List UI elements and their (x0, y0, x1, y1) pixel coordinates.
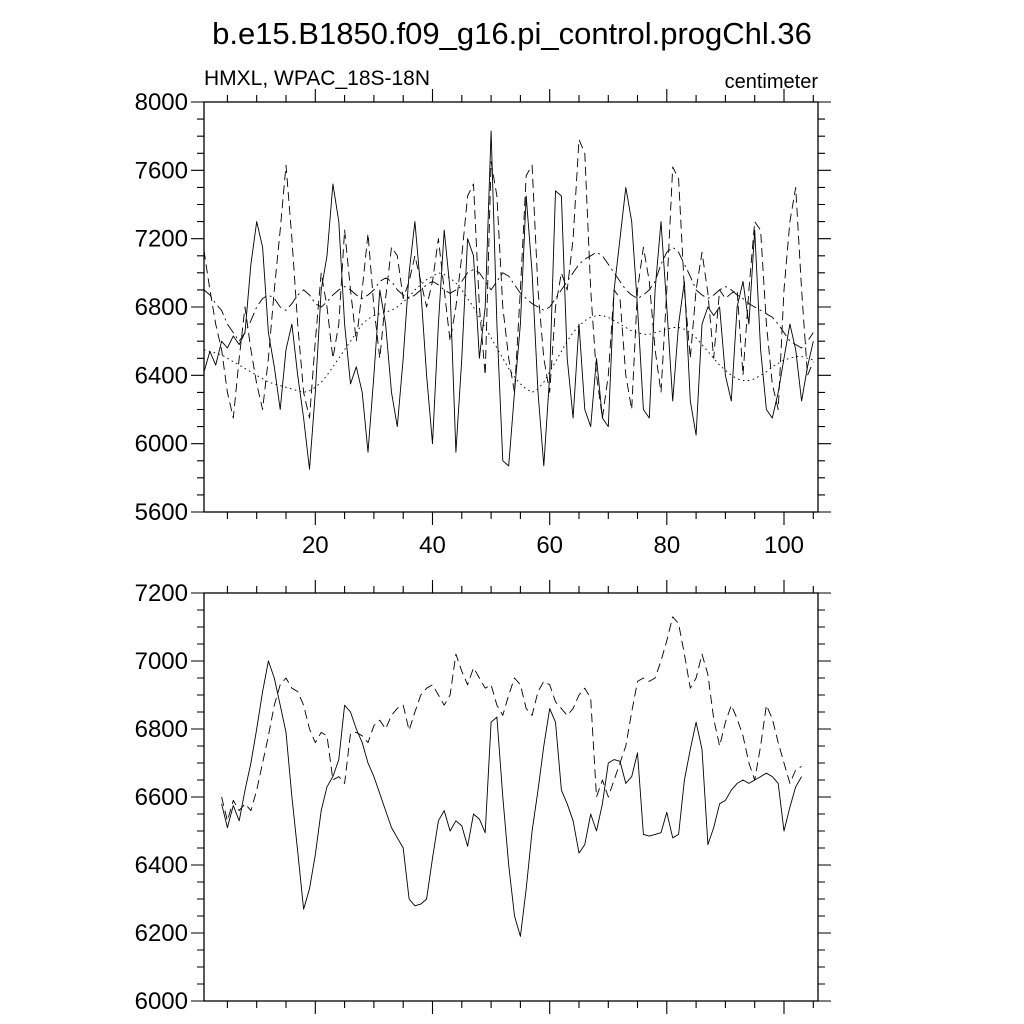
y-tick-label: 6800 (134, 716, 188, 743)
y-tick-label: 6200 (134, 920, 188, 947)
y-tick-label: 6000 (134, 988, 188, 1015)
axis-ticks (191, 580, 831, 1014)
top-panel-plot (135, 89, 831, 559)
x-tick-label: 80 (653, 532, 681, 559)
y-tick-label: 7000 (134, 648, 188, 675)
y-tick-label: 6000 (134, 430, 188, 458)
line-monthly-series-2 (204, 140, 813, 418)
y-tick-label: 7200 (134, 225, 188, 253)
top-panel-units-label: centimeter (724, 71, 818, 93)
y-tick-label: 8000 (134, 89, 188, 116)
plot-box (204, 593, 818, 1001)
y-tick-label: 6400 (134, 362, 188, 390)
x-tick-label: 60 (536, 532, 564, 559)
y-tick-label: 6600 (134, 784, 188, 811)
line-monthly-series-1 (204, 131, 813, 469)
y-tick-label: 7600 (134, 157, 188, 185)
line-running-mean-series-2 (222, 617, 802, 821)
x-tick-label: 20 (301, 532, 329, 559)
y-tick-label: 5600 (134, 499, 188, 526)
top-panel-left-title: HMXL, WPAC_18S-18N (204, 67, 431, 90)
line-running-mean-series-1 (222, 661, 802, 936)
y-tick-label: 7200 (134, 580, 188, 607)
figure-title: b.e15.B1850.f09_g16.pi_control.progChl.36 (212, 16, 812, 51)
y-tick-label: 6800 (134, 294, 188, 321)
y-tick-label: 6400 (134, 852, 188, 879)
axis-ticks (191, 89, 831, 525)
x-tick-label: 100 (763, 532, 805, 559)
x-tick-label: 40 (419, 532, 446, 559)
bottom-panel-plot (135, 580, 831, 1015)
